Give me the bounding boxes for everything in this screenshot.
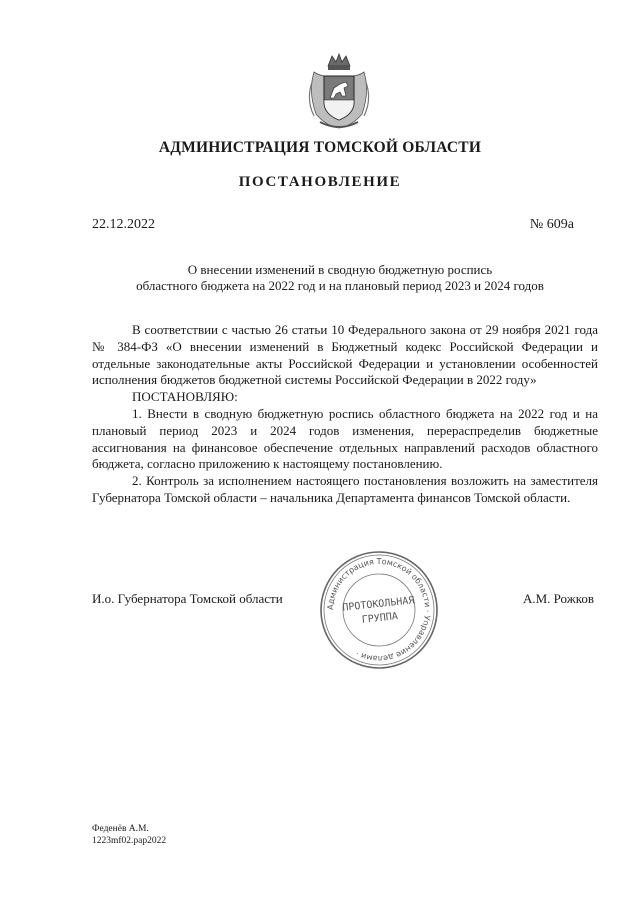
document-subject (92, 262, 588, 294)
document-number: № 609а (529, 217, 574, 232)
signer-title: И.о. Губернатора Томской области (92, 591, 283, 606)
tomsk-coat-of-arms-icon (306, 52, 372, 132)
document-date: 22.12.2022 (92, 217, 155, 232)
subject-line-2: областного бюджета на 2022 год и на плановый период 2023 и 2024 годов (136, 278, 544, 293)
executor-name: Феденёв А.М. (92, 824, 149, 834)
body-preamble: В соответствии с частью 26 статьи 10 Федерального закона от 29 ноября 2021 года № 384-ФЗ «О внесении изменений в Бюджетный кодекс Российской Федерации и отдельные законодательные акты Российской Федерации и установлении особенностей исполнения бюджетов бюджетной системы Российской Федерации в 2022 году» (92, 322, 598, 388)
body-resolve: ПОСТАНОВЛЯЮ: (132, 389, 238, 405)
file-code: 1223mf02.pap2022 (92, 835, 167, 846)
document-body (92, 322, 598, 507)
stamp-center-line-1: ПРОТОКОЛЬНАЯ (341, 595, 415, 614)
body-item-2: 2. Контроль за исполнением настоящего постановления возложить на заместителя Губернатора Томской области – начальника Департамента финансов Томской области. (92, 473, 598, 505)
body-item-1: 1. Внести в сводную бюджетную роспись областного бюджета на 2022 год и на плановый период 2023 и 2024 годов изменения, перераспределив бюджетные ассигнования на финансовое обеспечение отдельных направлений расходов областного бюджета, согласно приложению к настоящему постановлению. (92, 405, 598, 472)
subject-line-1: О внесении изменений в сводную бюджетную роспись (187, 262, 493, 277)
document-footer (92, 824, 166, 847)
official-stamp (318, 549, 440, 671)
organization-title: АДМИНИСТРАЦИЯ ТОМСКОЙ ОБЛАСТИ (158, 139, 482, 156)
stamp-ring-text: Администрация Томской области · Управление делами · (325, 556, 433, 664)
stamp-center-line-2: ГРУППА (361, 611, 399, 626)
signer-name: А.М. Рожков (522, 591, 594, 606)
document-type: ПОСТАНОВЛЕНИЕ (238, 174, 402, 190)
